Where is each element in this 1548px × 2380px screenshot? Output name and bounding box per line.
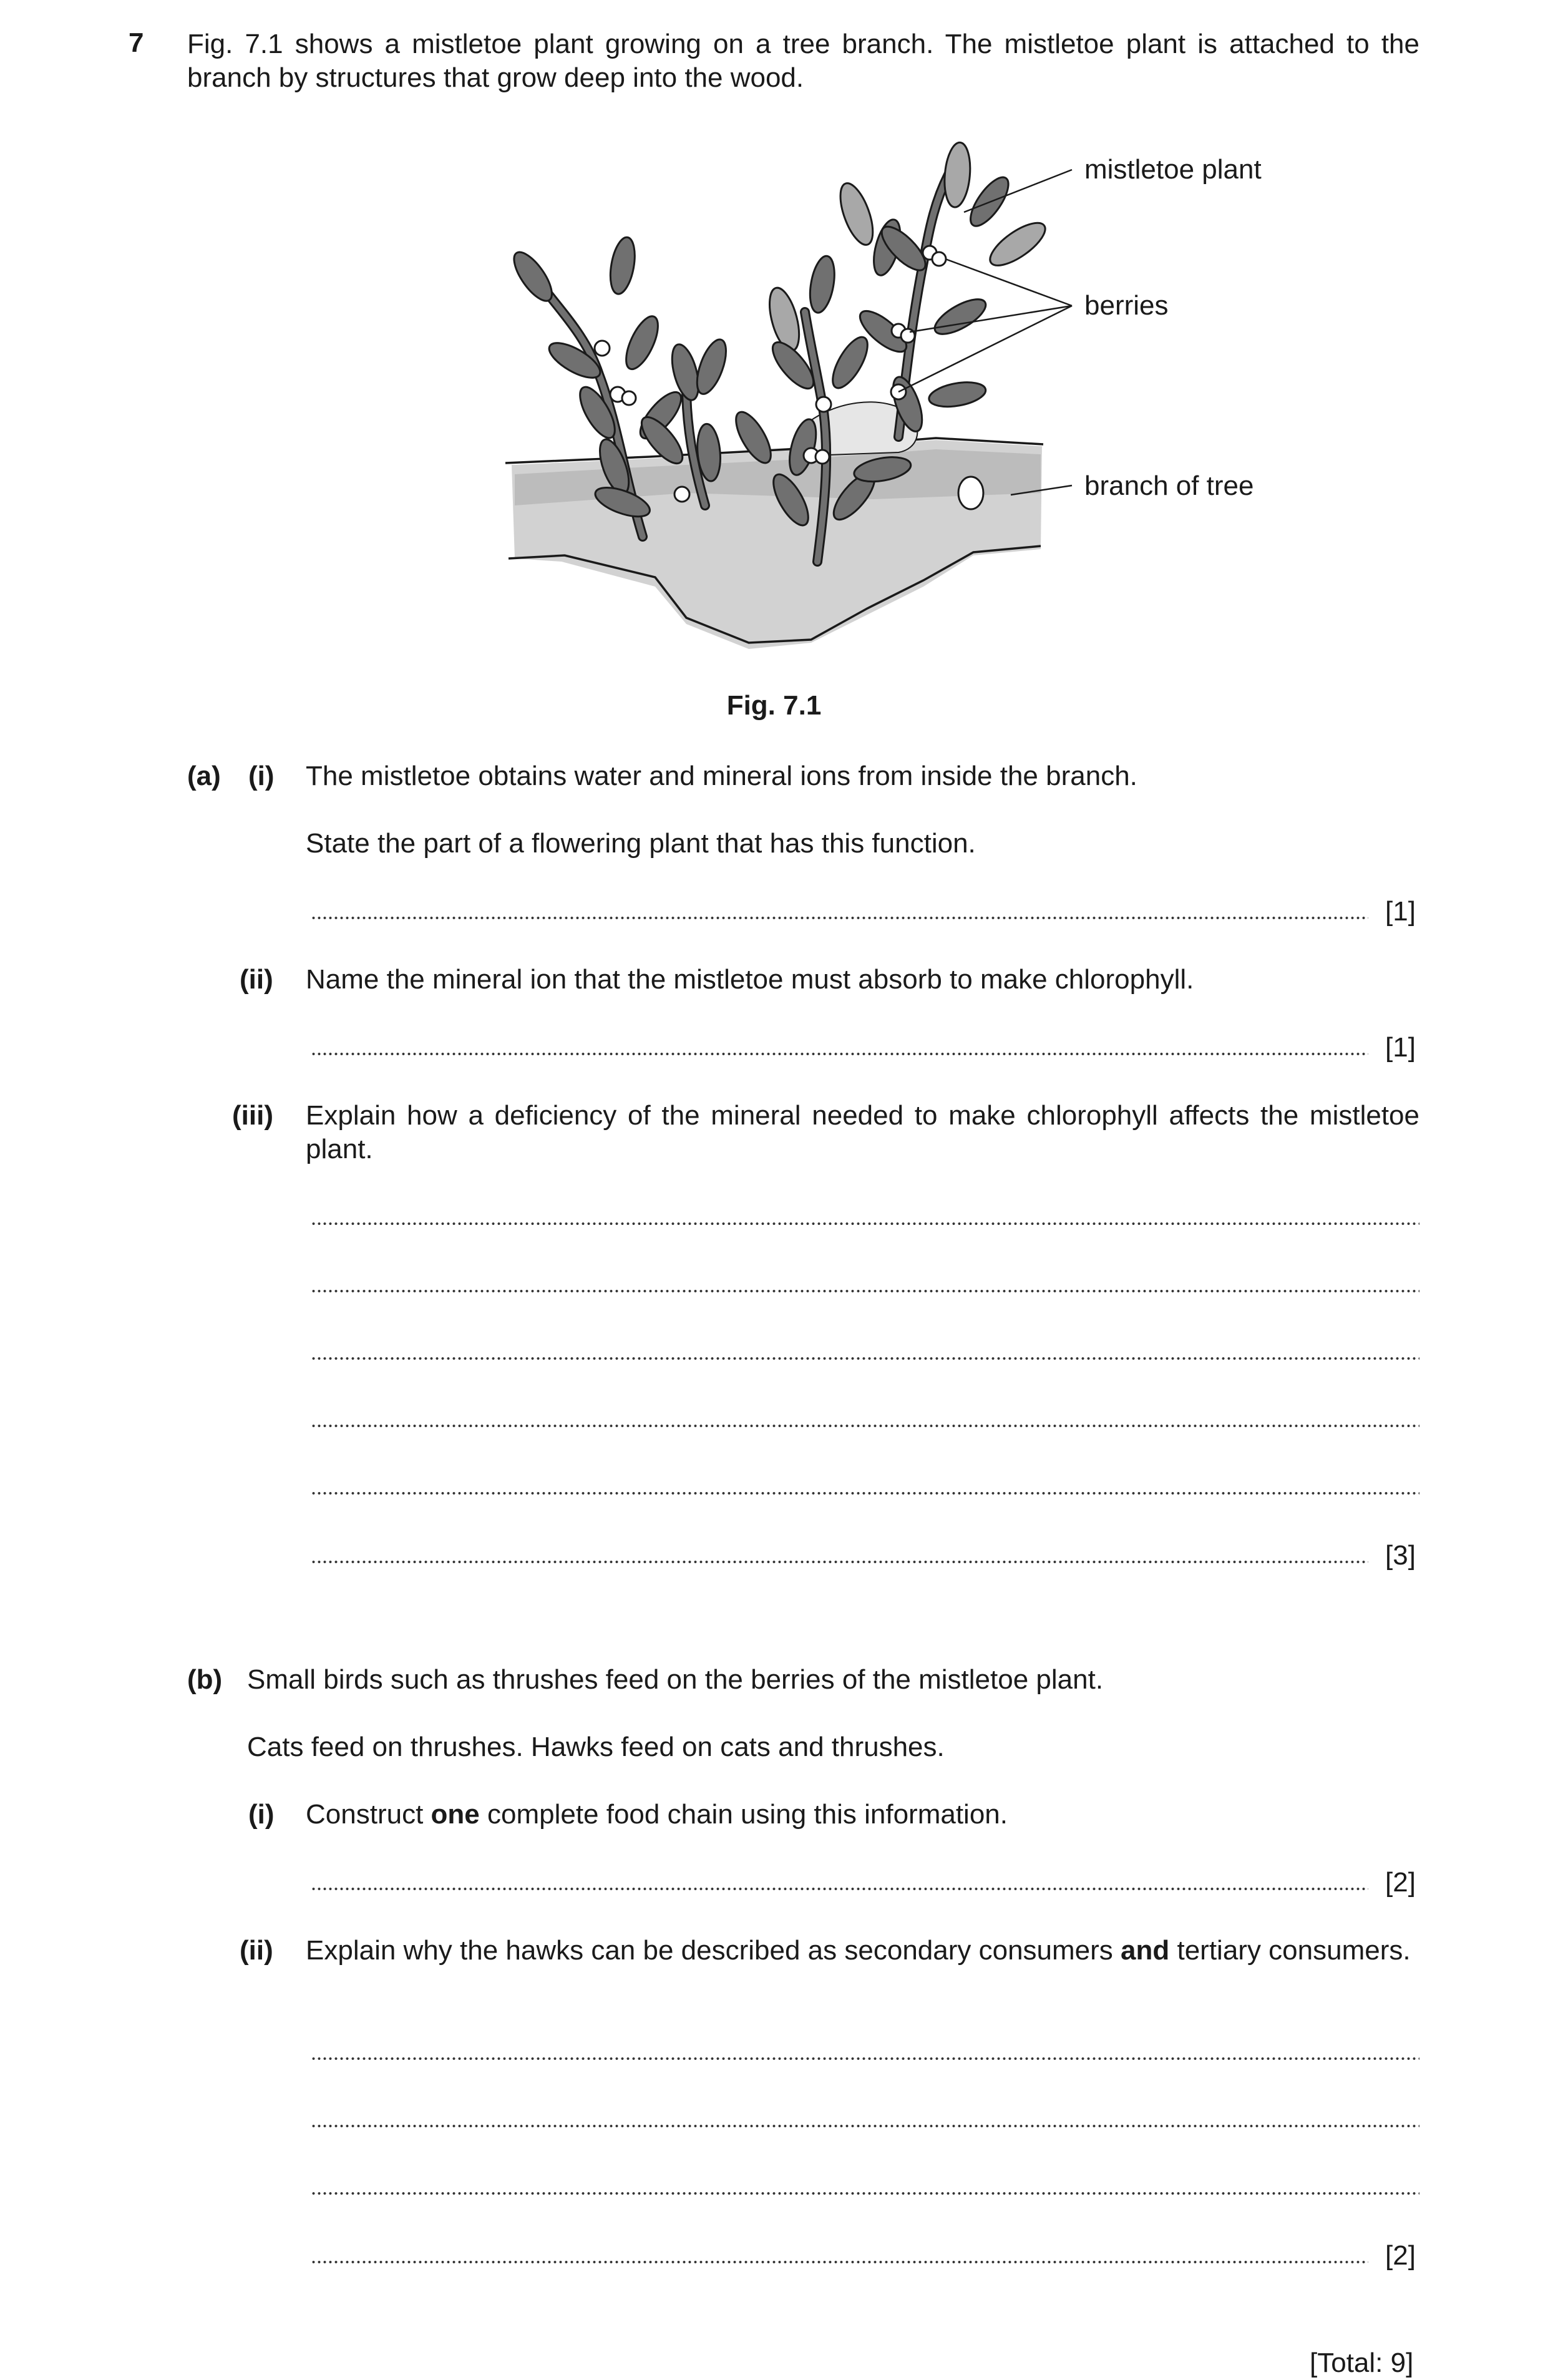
part-b-ii-text: Explain why the hawks can be described as secondary consumers and tertiary consumers. — [306, 1935, 1411, 1966]
answer-line-b-i[interactable] — [311, 1888, 1368, 1890]
answer-line-a-ii[interactable] — [311, 1053, 1368, 1055]
mark-b-ii: [2] — [1385, 2240, 1416, 2271]
part-a-ii-text: Name the mineral ion that the mistletoe must absorb to make chlorophyll. — [306, 964, 1194, 995]
part-b-text: Small birds such as thrushes feed on the berries of the mistletoe plant. — [247, 1664, 1104, 1695]
total-marks: [Total: 9] — [1310, 2348, 1414, 2378]
part-b-text-2: Cats feed on thrushes. Hawks feed on cats and thrushes. — [247, 1732, 945, 1762]
part-a-i-label: (i) — [248, 761, 275, 791]
mark-a-ii: [1] — [1385, 1032, 1416, 1063]
answer-line-b-ii-1[interactable] — [311, 2057, 1419, 2060]
question-number: 7 — [129, 27, 144, 58]
answer-line-a-iii-4[interactable] — [311, 1425, 1419, 1427]
mark-b-i: [2] — [1385, 1867, 1416, 1898]
branch-illustration — [505, 438, 1043, 649]
answer-line-a-iii-1[interactable] — [311, 1222, 1419, 1225]
part-b-label: (b) — [187, 1664, 223, 1695]
part-b-ii-label: (ii) — [240, 1935, 273, 1966]
answer-line-b-ii-4[interactable] — [311, 2261, 1368, 2263]
figure-caption: Fig. 7.1 — [726, 690, 822, 721]
question-intro: Fig. 7.1 shows a mistletoe plant growing on a tree branch. The mistletoe plant is attached to the branch by structures that grow deep into the wood. — [187, 29, 1419, 93]
part-a-iii-label: (iii) — [232, 1100, 273, 1131]
answer-line-b-ii-2[interactable] — [311, 2125, 1419, 2127]
answer-line-a-iii-5[interactable] — [311, 1492, 1419, 1495]
part-a-label: (a) — [187, 761, 221, 791]
mark-a-i: [1] — [1385, 896, 1416, 927]
label-mistletoe-plant: mistletoe plant — [1084, 154, 1262, 185]
answer-line-a-iii-2[interactable] — [311, 1290, 1419, 1292]
label-berries: berries — [1084, 290, 1169, 321]
answer-line-a-iii-6[interactable] — [311, 1561, 1368, 1563]
part-a-iii-text: Explain how a deficiency of the mineral needed to make chlorophyll affects the mistletoe plant. — [306, 1100, 1419, 1164]
answer-line-b-ii-3[interactable] — [311, 2192, 1419, 2195]
part-b-i-label: (i) — [248, 1799, 275, 1830]
answer-line-a-i[interactable] — [311, 917, 1368, 919]
answer-line-a-iii-3[interactable] — [311, 1357, 1419, 1360]
part-a-ii-label: (ii) — [240, 964, 273, 995]
part-a-i-instruction: State the part of a flowering plant that has this function. — [306, 828, 976, 859]
part-a-i-text: The mistletoe obtains water and mineral ions from inside the branch. — [306, 761, 1137, 791]
label-branch-of-tree: branch of tree — [1084, 471, 1254, 501]
part-b-i-text: Construct one complete food chain using this information. — [306, 1799, 1008, 1830]
mistletoe-figure — [0, 0, 1548, 686]
mark-a-iii: [3] — [1385, 1540, 1416, 1571]
